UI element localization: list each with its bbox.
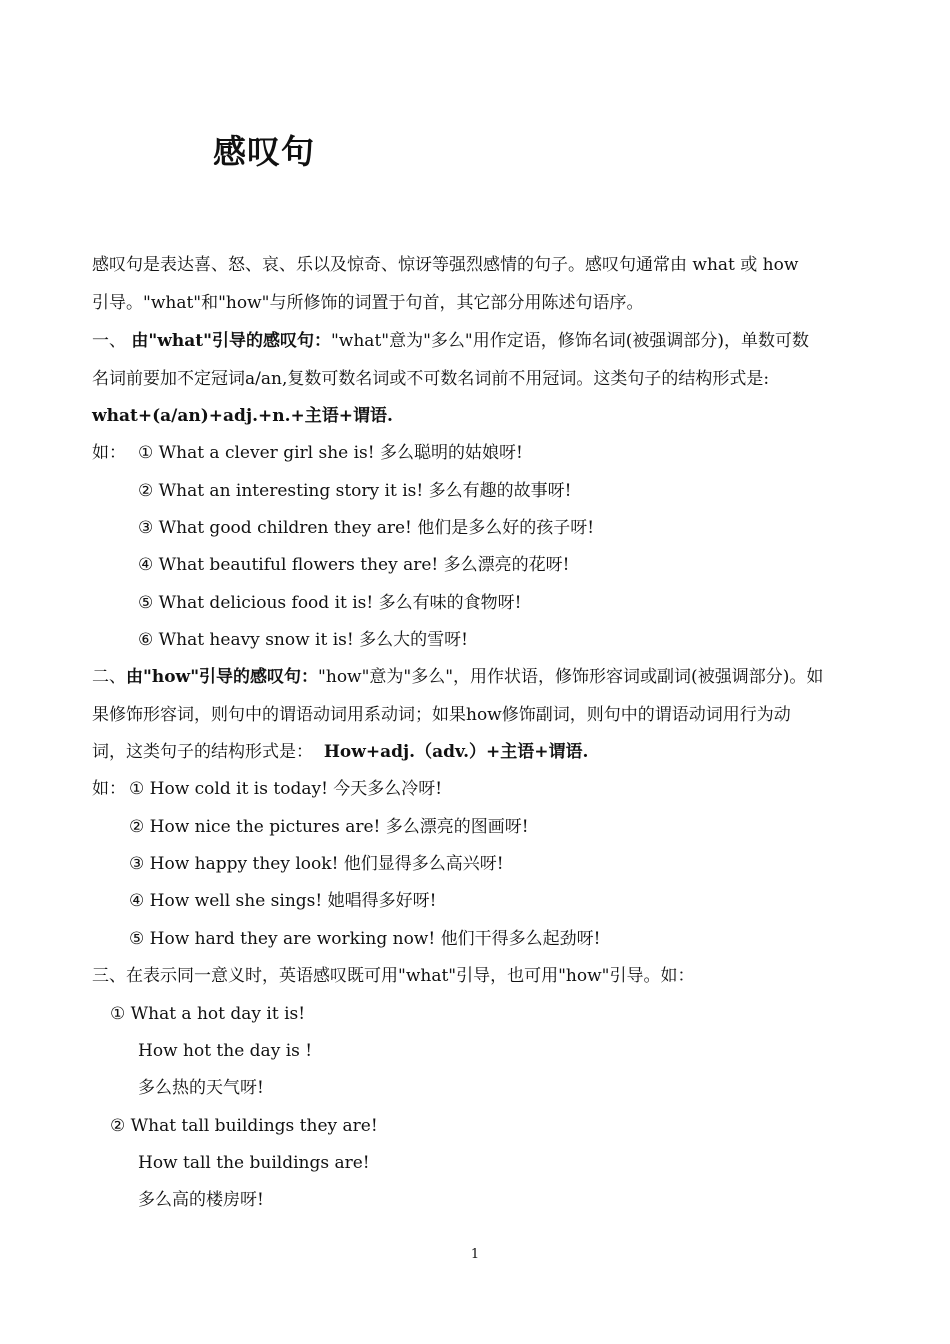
page-title: 感叹句 — [213, 132, 315, 171]
section1-formula: what+(a/an)+adj.+n.+主语+谓语. — [92, 406, 393, 426]
section2-description: "how"意为"多么"，用作状语，修饰形容词或副词(被强调部分)。如 — [318, 667, 824, 687]
section2-line-3-text: 词，这类句子的结构形式是： — [92, 742, 313, 762]
page-number: 1 — [470, 1247, 480, 1262]
section1-example: ③ What good children they are! 他们是多么好的孩子呀! — [138, 518, 595, 538]
section2-line-2: 果修饰形容词，则句中的谓语动词用系动词；如果how修饰副词，则句中的谓语动词用行为动 — [92, 705, 791, 725]
section2-number: 二、 — [92, 667, 126, 687]
section2-line-1 — [92, 666, 823, 688]
section3-how-sentence: How tall the buildings are! — [138, 1153, 370, 1173]
section1-example: ⑥ What heavy snow it is! 多么大的雪呀! — [138, 630, 468, 650]
section2-example: ③ How happy they look! 他们显得多么高兴呀! — [129, 854, 504, 874]
section1-line-2: 名词前要加不定冠词a/an,复数可数名词或不可数名词前不用冠词。这类句子的结构形式是: — [92, 369, 770, 389]
section2-heading: 由"how"引导的感叹句： — [126, 667, 319, 687]
section3-heading: 三、在表示同一意义时，英语感叹既可用"what"引导，也可用"how"引导。如： — [92, 966, 695, 986]
section1-example: ④ What beautiful flowers they are! 多么漂亮的花呀! — [138, 555, 570, 575]
section1-example: ⑤ What delicious food it is! 多么有味的食物呀! — [138, 593, 522, 613]
section2-example: ④ How well she sings! 她唱得多好呀! — [129, 891, 437, 911]
section1-examples-prefix: 如： — [92, 443, 126, 463]
section1-description: "what"意为"多么"用作定语，修饰名词(被强调部分)，单数可数 — [330, 331, 809, 351]
section2-examples-prefix: 如： — [92, 779, 126, 799]
section2-formula: How+adj.（adv.）+主语+谓语. — [323, 742, 589, 762]
section3-translation: 多么热的天气呀! — [138, 1078, 264, 1098]
intro-line-1: 感叹句是表达喜、怒、哀、乐以及惊奇、惊讶等强烈感情的句子。感叹句通常由 what 或 how — [92, 255, 799, 275]
section1-example: ② What an interesting story it is! 多么有趣的故事呀! — [138, 481, 572, 501]
section2-example: ⑤ How hard they are working now! 他们干得多么起劲呀! — [129, 929, 601, 949]
section1-line-1 — [92, 330, 809, 352]
section2-example: ① How cold it is today! 今天多么冷呀! — [129, 779, 443, 799]
section3-what-sentence: ① What a hot day it is! — [110, 1004, 306, 1024]
section3-what-sentence: ② What tall buildings they are! — [110, 1116, 378, 1136]
section1-heading: 由"what"引导的感叹句： — [131, 331, 331, 351]
section3-how-sentence: How hot the day is ! — [138, 1041, 313, 1061]
section1-number: 一、 — [92, 331, 126, 351]
intro-line-2: 引导。"what"和"how"与所修饰的词置于句首，其它部分用陈述句语序。 — [92, 293, 644, 313]
section2-example: ② How nice the pictures are! 多么漂亮的图画呀! — [129, 817, 529, 837]
section1-example: ① What a clever girl she is! 多么聪明的姑娘呀! — [138, 443, 523, 463]
section2-line-3 — [92, 741, 588, 763]
section3-translation: 多么高的楼房呀! — [138, 1190, 264, 1210]
